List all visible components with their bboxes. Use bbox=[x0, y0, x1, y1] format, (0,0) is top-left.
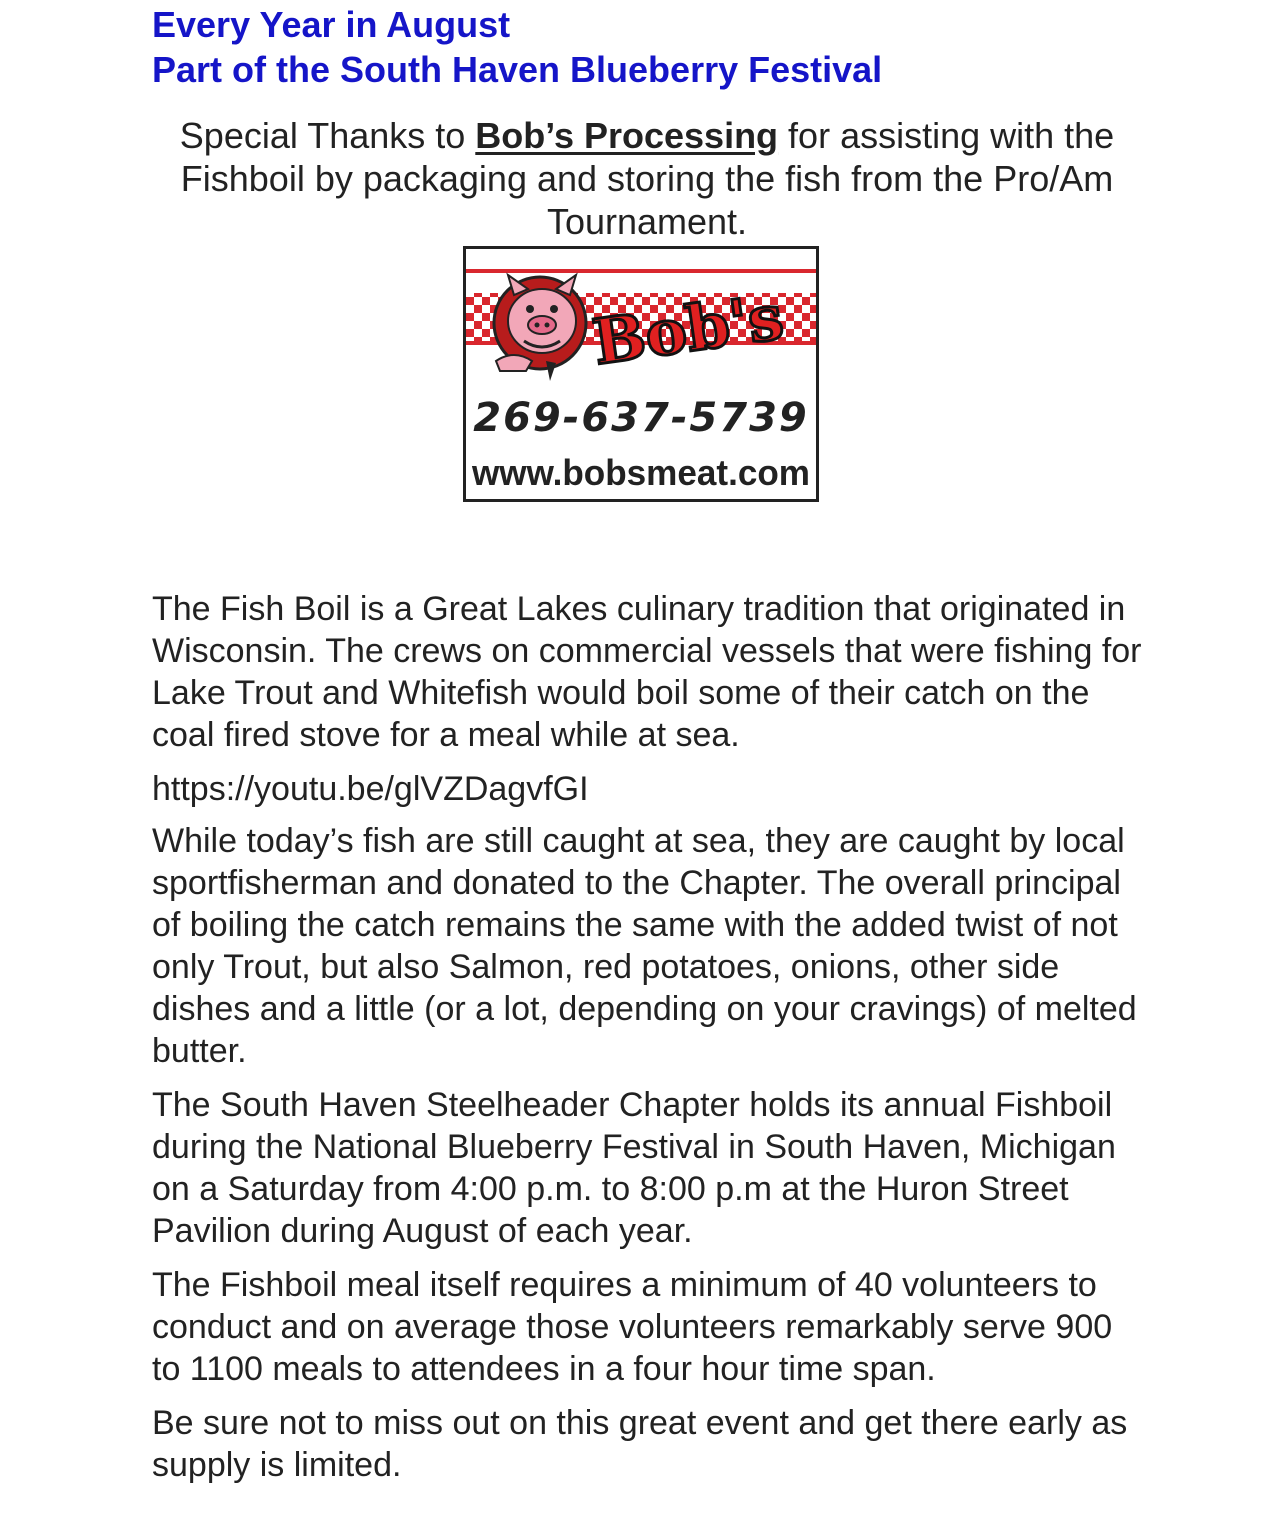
bobs-logo[interactable] bbox=[463, 246, 819, 502]
checker-top-stripe bbox=[466, 269, 816, 273]
video-link[interactable]: https://youtu.be/glVZDagvfGI bbox=[152, 770, 589, 808]
article-body bbox=[152, 588, 1142, 1498]
sponsor-link[interactable]: Bob’s Processing bbox=[475, 115, 779, 156]
paragraph-volunteers: The Fishboil meal itself requires a minimum of 40 volunteers to conduct and on average those volunteers remarkably serve 900 to 1100 meals to attendees in a four hour time span. bbox=[152, 1266, 1113, 1388]
logo-phone: 269-637-5739 bbox=[473, 395, 809, 441]
bobs-logo-graphic bbox=[466, 249, 816, 499]
sponsor-thanks bbox=[152, 114, 1142, 243]
paragraph-origin: The Fish Boil is a Great Lakes culinary tradition that originated in Wisconsin. The crews on commercial vessels that were fishing for Lake Trout and Whitefish would boil some of their catch on the coal fired stove for a meal while at sea. bbox=[152, 590, 1142, 754]
thanks-suffix: for assisting with the Fishboil by packaging and storing the fish from the Pro/Am Tournament. bbox=[180, 115, 1115, 242]
paragraph-event-details: The South Haven Steelheader Chapter holds its annual Fishboil during the National Blueberry Festival in South Haven, Michigan on a Saturday from 4:00 p.m. to 8:00 p.m at the Huron Street Pavilion during August of each year. bbox=[152, 1086, 1116, 1250]
festival-heading: Part of the South Haven Blueberry Festival bbox=[152, 49, 883, 90]
paragraph-today: While today’s fish are still caught at sea, they are caught by local sportfisherman and donated to the Chapter. The overall principal of boiling the catch remains the same with the added twist of not only Trout, but also Salmon, red potatoes, onions, other side dishes and a little (or a lot, depending on your cravings) of melted butter. bbox=[152, 822, 1137, 1070]
paragraph-closing: Be sure not to miss out on this great event and get there early as supply is limited. bbox=[152, 1404, 1128, 1484]
logo-website: www.bobsmeat.com bbox=[471, 452, 810, 493]
thanks-prefix: Special Thanks to bbox=[179, 115, 476, 156]
event-timing-heading: Every Year in August bbox=[152, 4, 511, 45]
logo-brand-text: Bob's bbox=[588, 280, 788, 379]
page-content bbox=[152, 0, 1142, 1484]
